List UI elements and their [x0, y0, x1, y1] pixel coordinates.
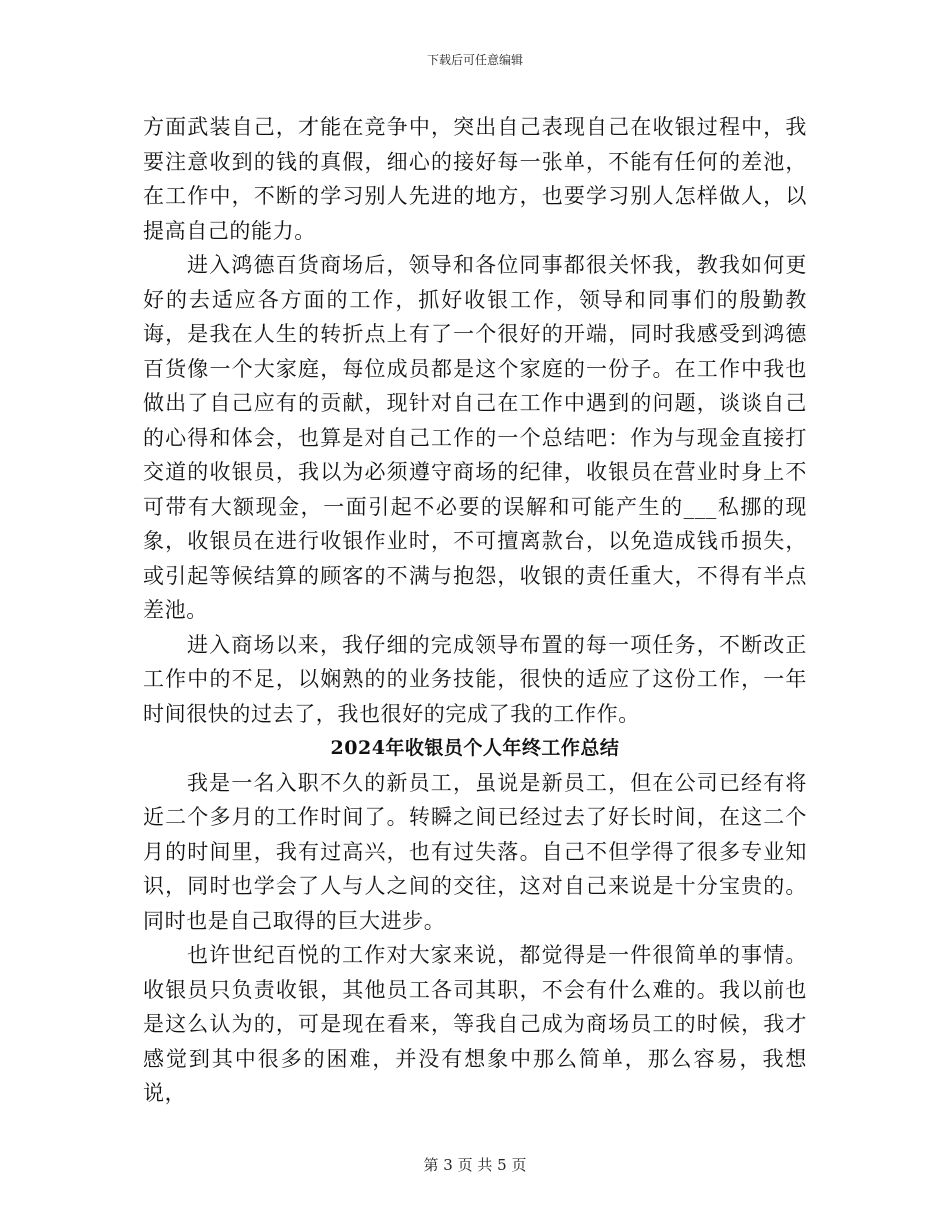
document-body	[143, 110, 807, 1111]
paragraph-1: 方面武装自己，才能在竞争中，突出自己表现自己在收银过程中，我要注意收到的钱的真假，细心的接好每一张单，不能有任何的差池，在工作中，不断的学习别人先进的地方，也要学习别人怎样做人，以提高自己的能力。	[143, 115, 807, 243]
page-header-note: 下载后可任意编辑	[426, 53, 523, 67]
section-paragraph-1: 我是一名入职不久的新员工，虽说是新员工，但在公司已经有将近二个多月的工作时间了。转瞬之间已经过去了好长时间，在这二个月的时间里，我有过高兴，也有过失落。自己不但学得了很多专业知识，同时也学会了人与人之间的交往，这对自己来说是十分宝贵的。同时也是自己取得的巨大进步。	[143, 770, 807, 933]
section-paragraph-2: 也许世纪百悦的工作对大家来说，都觉得是一件很简单的事情。收银员只负责收银，其他员工各司其职，不会有什么难的。我以前也是这么认为的，可是现在看来，等我自己成为商场员工的时候，我才感觉到其中很多的困难，并没有想象中那么简单，那么容易，我想说，	[143, 943, 807, 1105]
paragraph-3: 进入商场以来，我仔细的完成领导布置的每一项任务，不断改正工作中的不足，以娴熟的的业务技能，很快的适应了这份工作，一年时间很快的过去了，我也很好的完成了我的工作作。	[143, 632, 807, 726]
paragraph-2: 进入鸿德百货商场后，领导和各位同事都很关怀我，教我如何更好的去适应各方面的工作，抓好收银工作，领导和同事们的殷勤教诲，是我在人生的转折点上有了一个很好的开端，同时我感受到鸿德百货像一个大家庭，每位成员都是这个家庭的一份子。在工作中我也做出了自己应有的贡献，现针对自己在工作中遇到的问题，谈谈自己的心得和体会，也算是对自己工作的一个总结吧：作为与现金直接打交道的收银员，我以为必须遵守商场的纪律，收银员在营业时身上不可带有大额现金，一面引起不必要的误解和可能产生的___私挪的现象，收银员在进行收银作业时，不可擅离款台，以免造成钱币损失，或引起等候结算的顾客的不满与抱怨，收银的责任重大，不得有半点差池。	[143, 253, 807, 622]
section-title: 2024年收银员个人年终工作总结	[330, 737, 620, 759]
page-number: 第 3 页 共 5 页	[423, 1156, 527, 1174]
